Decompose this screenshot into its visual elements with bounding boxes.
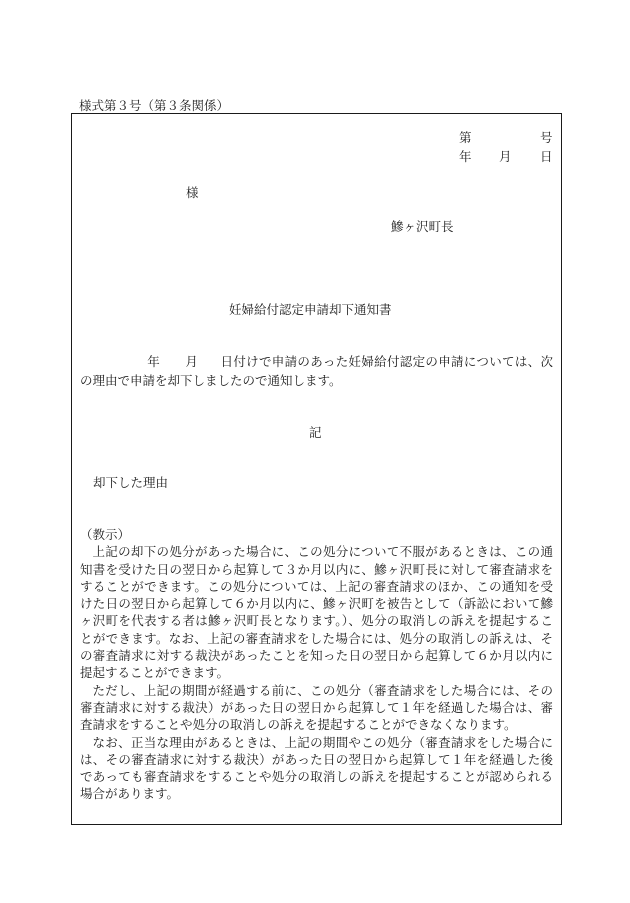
intro-year: 年 — [147, 354, 161, 369]
notice-title: 妊婦給付認定申請却下通知書 — [229, 302, 392, 317]
sender-name: 鰺ヶ沢町長 — [391, 219, 454, 234]
ki-heading: 記 — [309, 425, 322, 440]
reason-label: 却下した理由 — [93, 475, 169, 490]
date-month: 月 — [499, 149, 512, 164]
form-number-label: 様式第３号（第３条関係） — [79, 98, 230, 113]
date-day: 日 — [540, 149, 553, 164]
notice-frame — [71, 113, 562, 825]
number-prefix: 第 — [459, 130, 472, 145]
addressee-suffix: 様 — [186, 185, 199, 200]
kyouji-heading: （教示） — [80, 527, 131, 542]
intro-paragraph — [80, 352, 553, 390]
intro-text: 日付けで申請のあった妊婦給付認定の申請については、次の理由で申請を却下しましたので通知します。 — [80, 354, 553, 388]
kyouji-paragraph-2: ただし、上記の期間が経過する前に、この処分（審査請求をした場合には、その審査請求に対する裁決）があった日の翌日から起算して１年を経過した場合は、審査請求をすることや処分の取消しの訴えを提起することができなくなります。 — [80, 682, 553, 733]
kyouji-paragraph-1: 上記の却下の処分があった場合に、この処分について不服があるときは、この通知書を受けた日の翌日から起算して３か月以内に、鰺ヶ沢町長に対して審査請求をすることができます。この処分については、上記の審査請求のほか、この通知を受けた日の翌日から起算して６か月以内に、鰺ヶ沢町を被告として（訴訟において鰺ヶ沢町を代表する者は鰺ヶ沢町長となります。）、処分の取消しの訴えを提起することができます。なお、上記の審査請求をした場合には、処分の取消しの訴えは、その審査請求に対する裁決があったことを知った日の翌日から起算して６か月以内に提起することができます。 — [80, 544, 553, 681]
intro-month: 月 — [185, 354, 199, 369]
number-suffix: 号 — [540, 130, 553, 145]
kyouji-section — [80, 526, 553, 803]
kyouji-paragraph-3: なお、正当な理由があるときは、上記の期間やこの処分（審査請求をした場合には、その審査請求に対する裁決）があった日の翌日から起算して１年を経過した後であっても審査請求をすることや処分の取消しの訴えを提起することが認められる場合があります。 — [80, 734, 553, 802]
date-year: 年 — [459, 149, 472, 164]
